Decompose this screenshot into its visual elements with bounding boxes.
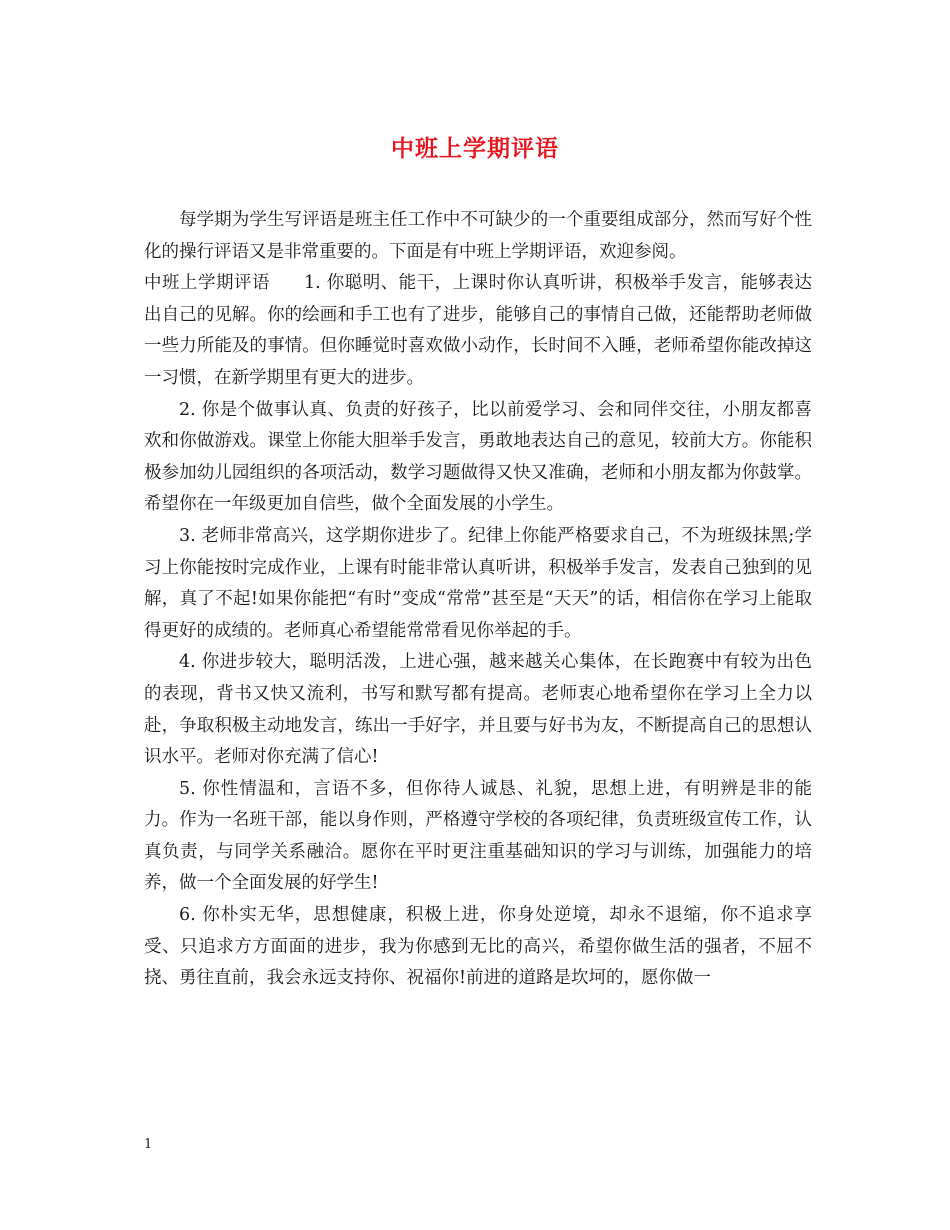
- intro-paragraph: 每学期为学生写评语是班主任工作中不可缺少的一个重要组成部分，然而写好个性化的操行评语又是非常重要的。下面是有中班上学期评语，欢迎参阅。: [144, 210, 812, 262]
- first-item-paragraph: [144, 268, 812, 394]
- document-body: [144, 205, 812, 995]
- comment-item-3: 3. 老师非常高兴，这学期你进步了。纪律上你能严格要求自己，不为班级抹黑;学习上你能按时完成作业，上课有时能非常认真听讲，积极举手发言，发表自己独到的见解，真了不起!如果你能把“有时”变成“常常”甚至是“天天”的话，相信你在学习上能取得更好的成绩的。老师真心希望能常常看见你举起的手。: [144, 525, 812, 641]
- comment-item-1: 1. 你聪明、能干，上课时你认真听讲，积极举手发言，能够表达出自己的见解。你的绘画和手工也有了进步，能够自己的事情自己做，还能帮助老师做一些力所能及的事情。但你睡觉时喜欢做小动作，长时间不入睡，老师希望你能改掉这一习惯，在新学期里有更大的进步。: [144, 273, 812, 388]
- comment-item-4: 4. 你进步较大，聪明活泼，上进心强，越来越关心集体，在长跑赛中有较为出色的表现，背书又快又流利，书写和默写都有提高。老师衷心地希望你在学习上全力以赴，争取积极主动地发言，练出一手好字，并且要与好书为友，不断提高自己的思想认识水平。老师对你充满了信心!: [144, 652, 812, 768]
- comment-item-2: 2. 你是个做事认真、负责的好孩子，比以前爱学习、会和同伴交往，小朋友都喜欢和你做游戏。课堂上你能大胆举手发言，勇敢地表达自己的意见，较前大方。你能积极参加幼儿园组织的各项活动，数学习题做得又快又准确，老师和小朋友都为你鼓掌。希望你在一年级更加自信些，做个全面发展的小学生。: [144, 399, 812, 515]
- section-label: 中班上学期评语: [144, 273, 270, 294]
- document-title: 中班上学期评语: [391, 135, 559, 162]
- comment-item-6: 6. 你朴实无华，思想健康，积极上进，你身处逆境，却永不退缩，你不追求享受、只追求方方面面的进步，我为你感到无比的高兴，希望你做生活的强者，不屈不挠、勇往直前，我会永远支持你、祝福你!前进的道路是坎坷的，愿你做一: [144, 905, 812, 989]
- page-number: 1: [144, 1137, 153, 1152]
- comment-item-5: 5. 你性情温和，言语不多，但你待人诚恳、礼貌，思想上进，有明辨是非的能力。作为一名班干部，能以身作则，严格遵守学校的各项纪律，负责班级宣传工作，认真负责，与同学关系融洽。愿你在平时更注重基础知识的学习与训练，加强能力的培养，做一个全面发展的好学生!: [144, 778, 812, 894]
